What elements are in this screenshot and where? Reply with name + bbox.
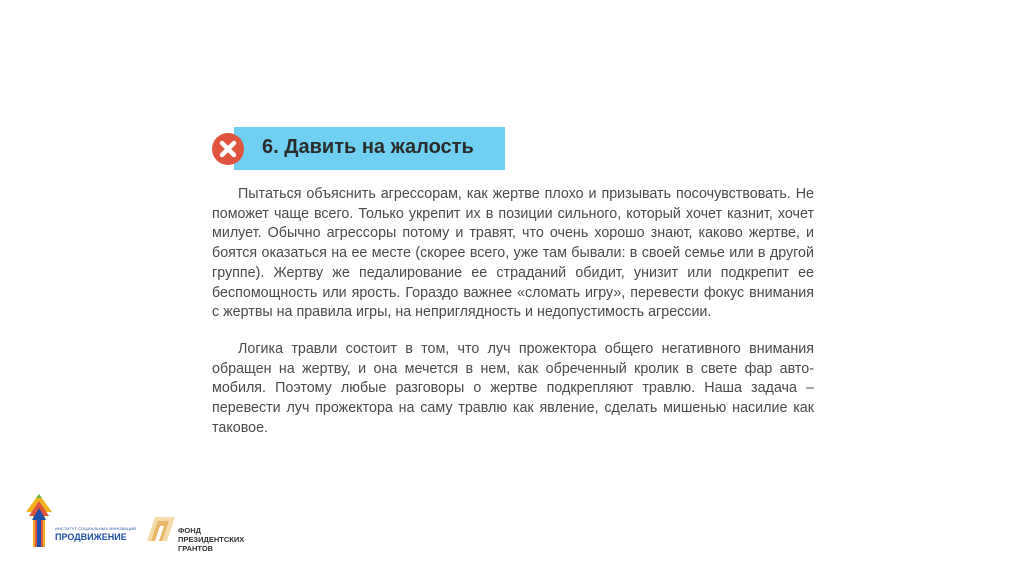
- prodvizhenie-subtitle: ИНСТИТУТ СОЦИАЛЬНЫХ ИННОВАЦИЙ: [55, 526, 136, 531]
- pfg-line-2: ПРЕЗИДЕНТСКИХ: [178, 535, 245, 544]
- paragraph-2: Логика травли состоит в том, что луч прожектора общего негативного внимания обращен на жертву, и она мечется в нем, как обреченный кролик в свете фар автомобиля. Поэтому любые разговоры о жертве подкрепляют травлю. Наша задача – перевести луч прожектора на саму травлю как явление, сделать мишенью насилие как таковое.: [212, 340, 814, 436]
- prodvizhenie-name: ПРОДВИЖЕНИЕ: [55, 532, 127, 542]
- pfg-line-1: ФОНД: [178, 526, 201, 535]
- paragraph-1: Пытаться объяснить агрессорам, как жертве плохо и призывать посочувствовать. Не поможет чаще всего. Только укрепит их в позиции сильного, который хочет казнит, хочет милует. Обычно агрессоры потому и травят, что очень хорошо знают, каково жертве, и боятся оказаться на ее месте (скорее всего, уже там бывали: в своей семье или в другой группе). Жертву же педалирование ее страданий обидит, унизит или подкрепит ее беспомощность или ярость. Гораздо важнее «сломать игру», перевести фокус внимания с жертвы на правила игры, на неприглядность и недопустимость агрессии.: [212, 186, 814, 321]
- section-title: 6. Давить на жалость: [262, 136, 474, 158]
- arrow-logo-icon: [25, 492, 55, 548]
- x-circle-icon: [212, 133, 244, 165]
- pfg-emblem-icon: [145, 513, 177, 545]
- pfg-logo: [145, 513, 275, 558]
- body-text: [212, 185, 814, 455]
- prodvizhenie-logo: [25, 492, 135, 548]
- pfg-line-3: ГРАНТОВ: [178, 544, 214, 553]
- pfg-name: [178, 526, 244, 553]
